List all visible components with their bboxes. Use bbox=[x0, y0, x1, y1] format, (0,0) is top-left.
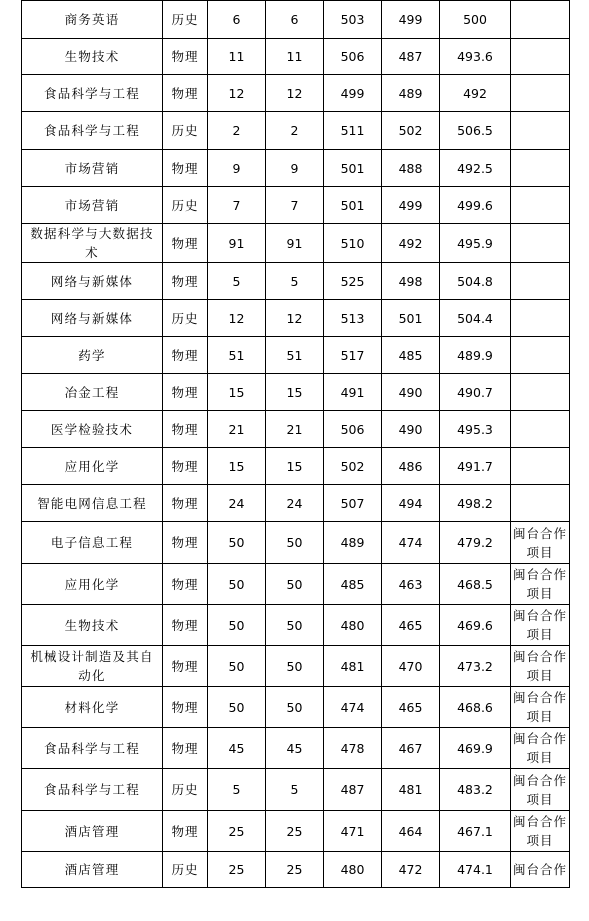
avg-score-cell: 474.1 bbox=[440, 852, 511, 888]
note-cell bbox=[511, 75, 570, 112]
table-row bbox=[22, 687, 570, 728]
min-score-cell: 494 bbox=[382, 485, 440, 522]
major-cell: 数据科学与大数据技术 bbox=[22, 224, 163, 263]
subject-cell: 历史 bbox=[163, 852, 208, 888]
max-score-cell: 502 bbox=[324, 448, 382, 485]
major-cell: 商务英语 bbox=[22, 1, 163, 39]
avg-score-cell: 469.9 bbox=[440, 728, 511, 769]
avg-score-cell: 493.6 bbox=[440, 39, 511, 75]
admitted-count-cell: 5 bbox=[266, 769, 324, 811]
subject-cell: 物理 bbox=[163, 411, 208, 448]
subject-cell: 物理 bbox=[163, 605, 208, 646]
major-cell: 酒店管理 bbox=[22, 852, 163, 888]
table-row bbox=[22, 564, 570, 605]
admitted-count-cell: 6 bbox=[266, 1, 324, 39]
admitted-count-cell: 51 bbox=[266, 337, 324, 374]
table-row bbox=[22, 852, 570, 888]
subject-cell: 历史 bbox=[163, 300, 208, 337]
admitted-count-cell: 12 bbox=[266, 300, 324, 337]
subject-cell: 物理 bbox=[163, 811, 208, 852]
table-row bbox=[22, 150, 570, 187]
table-row bbox=[22, 728, 570, 769]
avg-score-cell: 506.5 bbox=[440, 112, 511, 150]
note-cell bbox=[511, 337, 570, 374]
note-cell: 闽台合作项目 bbox=[511, 728, 570, 769]
max-score-cell: 506 bbox=[324, 411, 382, 448]
admitted-count-cell: 50 bbox=[266, 687, 324, 728]
note-cell: 闽台合作 bbox=[511, 852, 570, 888]
subject-cell: 物理 bbox=[163, 337, 208, 374]
subject-cell: 物理 bbox=[163, 374, 208, 411]
admitted-count-cell: 15 bbox=[266, 374, 324, 411]
plan-count-cell: 2 bbox=[208, 112, 266, 150]
subject-cell: 物理 bbox=[163, 485, 208, 522]
table-row bbox=[22, 263, 570, 300]
plan-count-cell: 5 bbox=[208, 263, 266, 300]
note-cell: 闽台合作项目 bbox=[511, 811, 570, 852]
subject-cell: 物理 bbox=[163, 39, 208, 75]
admitted-count-cell: 12 bbox=[266, 75, 324, 112]
major-cell: 生物技术 bbox=[22, 39, 163, 75]
plan-count-cell: 24 bbox=[208, 485, 266, 522]
admitted-count-cell: 2 bbox=[266, 112, 324, 150]
subject-cell: 历史 bbox=[163, 1, 208, 39]
avg-score-cell: 498.2 bbox=[440, 485, 511, 522]
max-score-cell: 501 bbox=[324, 150, 382, 187]
subject-cell: 历史 bbox=[163, 112, 208, 150]
major-cell: 药学 bbox=[22, 337, 163, 374]
plan-count-cell: 7 bbox=[208, 187, 266, 224]
plan-count-cell: 25 bbox=[208, 852, 266, 888]
major-cell: 市场营销 bbox=[22, 150, 163, 187]
admitted-count-cell: 50 bbox=[266, 646, 324, 687]
max-score-cell: 525 bbox=[324, 263, 382, 300]
major-cell: 冶金工程 bbox=[22, 374, 163, 411]
admitted-count-cell: 9 bbox=[266, 150, 324, 187]
min-score-cell: 501 bbox=[382, 300, 440, 337]
min-score-cell: 467 bbox=[382, 728, 440, 769]
note-cell: 闽台合作项目 bbox=[511, 646, 570, 687]
plan-count-cell: 45 bbox=[208, 728, 266, 769]
min-score-cell: 464 bbox=[382, 811, 440, 852]
major-cell: 医学检验技术 bbox=[22, 411, 163, 448]
avg-score-cell: 473.2 bbox=[440, 646, 511, 687]
avg-score-cell: 504.4 bbox=[440, 300, 511, 337]
admitted-count-cell: 45 bbox=[266, 728, 324, 769]
table-row bbox=[22, 646, 570, 687]
avg-score-cell: 468.5 bbox=[440, 564, 511, 605]
avg-score-cell: 492.5 bbox=[440, 150, 511, 187]
admitted-count-cell: 91 bbox=[266, 224, 324, 263]
major-cell: 材料化学 bbox=[22, 687, 163, 728]
table-row bbox=[22, 39, 570, 75]
note-cell bbox=[511, 374, 570, 411]
admission-score-table bbox=[21, 0, 570, 888]
table-row bbox=[22, 224, 570, 263]
plan-count-cell: 91 bbox=[208, 224, 266, 263]
plan-count-cell: 50 bbox=[208, 687, 266, 728]
subject-cell: 物理 bbox=[163, 263, 208, 300]
major-cell: 电子信息工程 bbox=[22, 522, 163, 564]
major-cell: 生物技术 bbox=[22, 605, 163, 646]
major-cell: 应用化学 bbox=[22, 564, 163, 605]
table-row bbox=[22, 374, 570, 411]
min-score-cell: 481 bbox=[382, 769, 440, 811]
avg-score-cell: 500 bbox=[440, 1, 511, 39]
subject-cell: 物理 bbox=[163, 150, 208, 187]
min-score-cell: 463 bbox=[382, 564, 440, 605]
subject-cell: 历史 bbox=[163, 187, 208, 224]
avg-score-cell: 492 bbox=[440, 75, 511, 112]
min-score-cell: 472 bbox=[382, 852, 440, 888]
note-cell bbox=[511, 150, 570, 187]
max-score-cell: 481 bbox=[324, 646, 382, 687]
note-cell bbox=[511, 448, 570, 485]
note-cell bbox=[511, 411, 570, 448]
subject-cell: 历史 bbox=[163, 769, 208, 811]
max-score-cell: 491 bbox=[324, 374, 382, 411]
plan-count-cell: 5 bbox=[208, 769, 266, 811]
avg-score-cell: 469.6 bbox=[440, 605, 511, 646]
avg-score-cell: 499.6 bbox=[440, 187, 511, 224]
table-row bbox=[22, 187, 570, 224]
table-row bbox=[22, 605, 570, 646]
admitted-count-cell: 50 bbox=[266, 522, 324, 564]
max-score-cell: 480 bbox=[324, 605, 382, 646]
plan-count-cell: 50 bbox=[208, 646, 266, 687]
min-score-cell: 465 bbox=[382, 687, 440, 728]
plan-count-cell: 11 bbox=[208, 39, 266, 75]
major-cell: 应用化学 bbox=[22, 448, 163, 485]
subject-cell: 物理 bbox=[163, 75, 208, 112]
avg-score-cell: 483.2 bbox=[440, 769, 511, 811]
major-cell: 智能电网信息工程 bbox=[22, 485, 163, 522]
subject-cell: 物理 bbox=[163, 224, 208, 263]
admitted-count-cell: 25 bbox=[266, 852, 324, 888]
min-score-cell: 474 bbox=[382, 522, 440, 564]
major-cell: 食品科学与工程 bbox=[22, 112, 163, 150]
avg-score-cell: 504.8 bbox=[440, 263, 511, 300]
plan-count-cell: 21 bbox=[208, 411, 266, 448]
max-score-cell: 485 bbox=[324, 564, 382, 605]
max-score-cell: 510 bbox=[324, 224, 382, 263]
table-row bbox=[22, 448, 570, 485]
major-cell: 酒店管理 bbox=[22, 811, 163, 852]
table-row bbox=[22, 769, 570, 811]
min-score-cell: 499 bbox=[382, 1, 440, 39]
min-score-cell: 470 bbox=[382, 646, 440, 687]
max-score-cell: 503 bbox=[324, 1, 382, 39]
note-cell bbox=[511, 485, 570, 522]
min-score-cell: 492 bbox=[382, 224, 440, 263]
note-cell: 闽台合作项目 bbox=[511, 564, 570, 605]
note-cell bbox=[511, 224, 570, 263]
admitted-count-cell: 50 bbox=[266, 564, 324, 605]
max-score-cell: 487 bbox=[324, 769, 382, 811]
note-cell bbox=[511, 112, 570, 150]
table-body bbox=[22, 1, 570, 888]
subject-cell: 物理 bbox=[163, 448, 208, 485]
admitted-count-cell: 5 bbox=[266, 263, 324, 300]
min-score-cell: 498 bbox=[382, 263, 440, 300]
table-row bbox=[22, 112, 570, 150]
min-score-cell: 490 bbox=[382, 411, 440, 448]
note-cell: 闽台合作项目 bbox=[511, 522, 570, 564]
major-cell: 食品科学与工程 bbox=[22, 728, 163, 769]
table-row bbox=[22, 411, 570, 448]
admission-table-container bbox=[21, 0, 569, 888]
note-cell bbox=[511, 300, 570, 337]
table-row bbox=[22, 75, 570, 112]
min-score-cell: 499 bbox=[382, 187, 440, 224]
admitted-count-cell: 50 bbox=[266, 605, 324, 646]
min-score-cell: 487 bbox=[382, 39, 440, 75]
max-score-cell: 499 bbox=[324, 75, 382, 112]
subject-cell: 物理 bbox=[163, 728, 208, 769]
max-score-cell: 480 bbox=[324, 852, 382, 888]
min-score-cell: 502 bbox=[382, 112, 440, 150]
min-score-cell: 485 bbox=[382, 337, 440, 374]
admitted-count-cell: 11 bbox=[266, 39, 324, 75]
major-cell: 网络与新媒体 bbox=[22, 300, 163, 337]
avg-score-cell: 490.7 bbox=[440, 374, 511, 411]
admitted-count-cell: 25 bbox=[266, 811, 324, 852]
avg-score-cell: 467.1 bbox=[440, 811, 511, 852]
max-score-cell: 507 bbox=[324, 485, 382, 522]
min-score-cell: 486 bbox=[382, 448, 440, 485]
plan-count-cell: 15 bbox=[208, 374, 266, 411]
avg-score-cell: 489.9 bbox=[440, 337, 511, 374]
max-score-cell: 511 bbox=[324, 112, 382, 150]
max-score-cell: 474 bbox=[324, 687, 382, 728]
plan-count-cell: 50 bbox=[208, 605, 266, 646]
plan-count-cell: 12 bbox=[208, 300, 266, 337]
admitted-count-cell: 7 bbox=[266, 187, 324, 224]
min-score-cell: 465 bbox=[382, 605, 440, 646]
note-cell bbox=[511, 187, 570, 224]
table-row bbox=[22, 300, 570, 337]
subject-cell: 物理 bbox=[163, 687, 208, 728]
table-row bbox=[22, 811, 570, 852]
table-row bbox=[22, 522, 570, 564]
max-score-cell: 501 bbox=[324, 187, 382, 224]
subject-cell: 物理 bbox=[163, 646, 208, 687]
plan-count-cell: 51 bbox=[208, 337, 266, 374]
max-score-cell: 478 bbox=[324, 728, 382, 769]
table-row bbox=[22, 337, 570, 374]
subject-cell: 物理 bbox=[163, 522, 208, 564]
major-cell: 食品科学与工程 bbox=[22, 769, 163, 811]
table-row bbox=[22, 1, 570, 39]
table-row bbox=[22, 485, 570, 522]
plan-count-cell: 25 bbox=[208, 811, 266, 852]
plan-count-cell: 50 bbox=[208, 522, 266, 564]
admitted-count-cell: 15 bbox=[266, 448, 324, 485]
note-cell: 闽台合作项目 bbox=[511, 687, 570, 728]
min-score-cell: 488 bbox=[382, 150, 440, 187]
avg-score-cell: 495.3 bbox=[440, 411, 511, 448]
avg-score-cell: 479.2 bbox=[440, 522, 511, 564]
plan-count-cell: 50 bbox=[208, 564, 266, 605]
plan-count-cell: 9 bbox=[208, 150, 266, 187]
min-score-cell: 490 bbox=[382, 374, 440, 411]
admitted-count-cell: 21 bbox=[266, 411, 324, 448]
max-score-cell: 471 bbox=[324, 811, 382, 852]
max-score-cell: 517 bbox=[324, 337, 382, 374]
subject-cell: 物理 bbox=[163, 564, 208, 605]
plan-count-cell: 12 bbox=[208, 75, 266, 112]
plan-count-cell: 15 bbox=[208, 448, 266, 485]
major-cell: 食品科学与工程 bbox=[22, 75, 163, 112]
note-cell bbox=[511, 39, 570, 75]
avg-score-cell: 468.6 bbox=[440, 687, 511, 728]
avg-score-cell: 495.9 bbox=[440, 224, 511, 263]
major-cell: 网络与新媒体 bbox=[22, 263, 163, 300]
note-cell: 闽台合作项目 bbox=[511, 769, 570, 811]
note-cell bbox=[511, 1, 570, 39]
major-cell: 市场营销 bbox=[22, 187, 163, 224]
max-score-cell: 513 bbox=[324, 300, 382, 337]
note-cell bbox=[511, 263, 570, 300]
avg-score-cell: 491.7 bbox=[440, 448, 511, 485]
plan-count-cell: 6 bbox=[208, 1, 266, 39]
admitted-count-cell: 24 bbox=[266, 485, 324, 522]
max-score-cell: 506 bbox=[324, 39, 382, 75]
max-score-cell: 489 bbox=[324, 522, 382, 564]
major-cell: 机械设计制造及其自动化 bbox=[22, 646, 163, 687]
note-cell: 闽台合作项目 bbox=[511, 605, 570, 646]
min-score-cell: 489 bbox=[382, 75, 440, 112]
